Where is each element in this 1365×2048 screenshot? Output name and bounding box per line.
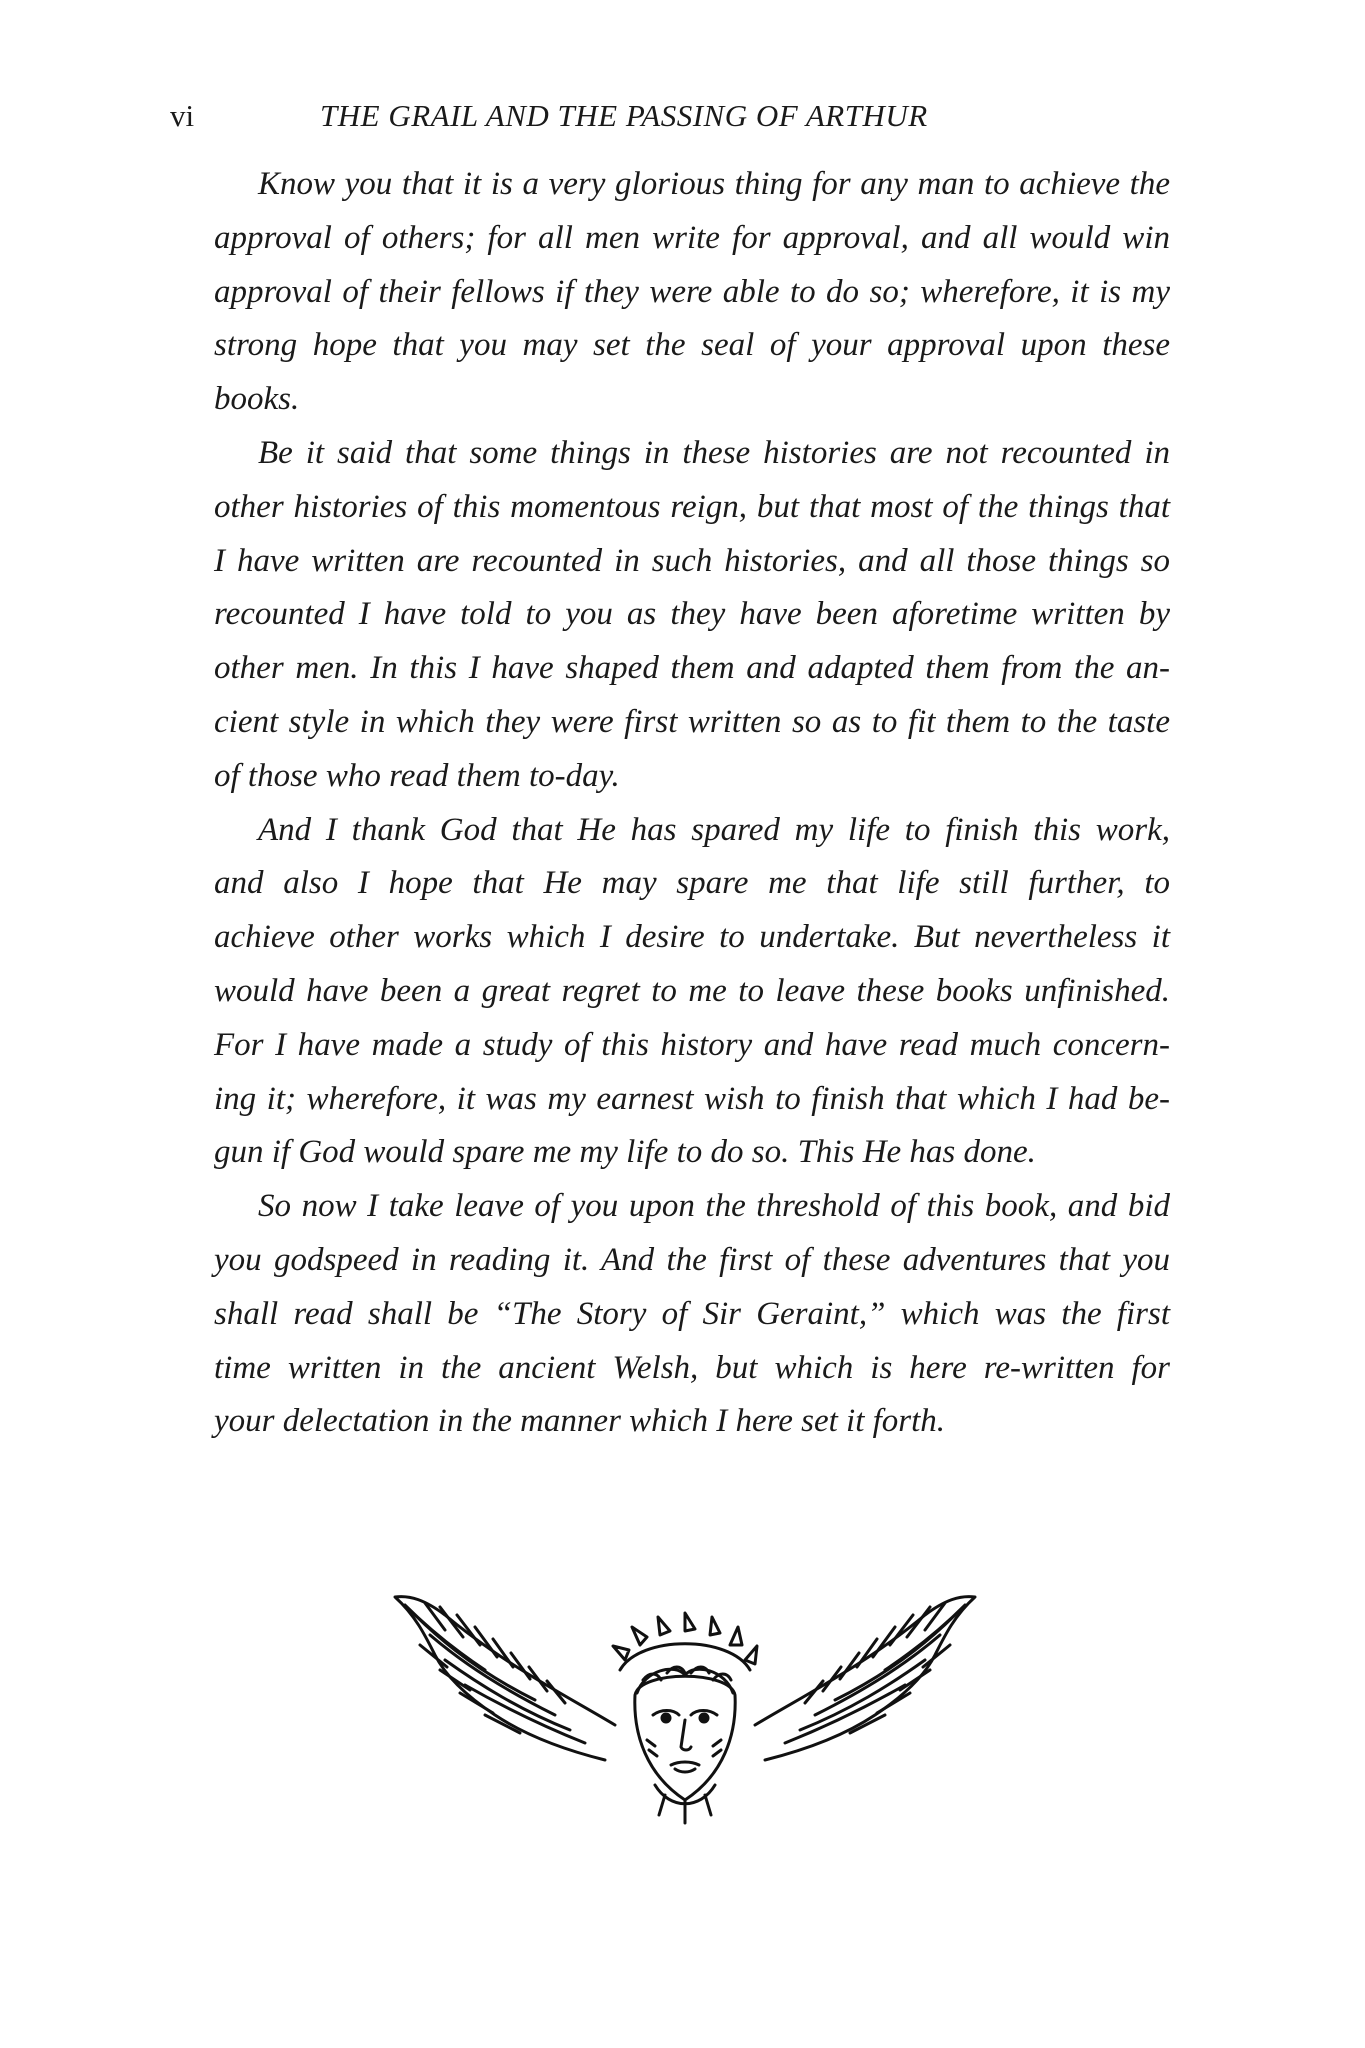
text-line: shall read shall be “The Story of Sir Geraint,” which was the first bbox=[214, 1295, 1170, 1332]
paragraph bbox=[170, 158, 1170, 427]
paragraph bbox=[170, 804, 1170, 1181]
winged-cherub-head-icon bbox=[385, 1575, 985, 1835]
running-head bbox=[170, 96, 1170, 136]
paragraph bbox=[170, 1180, 1170, 1449]
paragraph bbox=[170, 427, 1170, 804]
text-line: time written in the ancient Welsh, but which is here re-written for bbox=[214, 1349, 1170, 1386]
text-line: Know you that it is a very glorious thing for any man to achieve the bbox=[258, 166, 1170, 202]
text-line: For I have made a study of this history and have read much concern- bbox=[214, 1026, 1170, 1063]
text-line: achieve other works which I desire to undertake. But nevertheless it bbox=[214, 919, 1170, 956]
page-number: vi bbox=[170, 98, 195, 133]
text-line: other histories of this momentous reign, but that most of the things that bbox=[214, 488, 1170, 525]
text-line: approval of their fellows if they were able to do so; wherefore, it is my bbox=[214, 273, 1170, 310]
text-line: ing it; wherefore, it was my earnest wish to finish that which I had be- bbox=[214, 1080, 1170, 1117]
text-line: I have written are recounted in such histories, and all those things so bbox=[214, 542, 1170, 579]
body-text bbox=[170, 158, 1170, 1449]
text-line: of those who read them to-day. bbox=[214, 757, 620, 794]
text-line: your delectation in the manner which I here set it forth. bbox=[214, 1403, 946, 1440]
text-line: recounted I have told to you as they have been aforetime written by bbox=[214, 596, 1170, 633]
text-line: would have been a great regret to me to leave these books unfinished. bbox=[214, 972, 1170, 1009]
text-line: gun if God would spare me my life to do so. This He has done. bbox=[214, 1134, 1036, 1171]
text-line: approval of others; for all men write for approval, and all would win bbox=[214, 219, 1170, 256]
running-title: THE GRAIL AND THE PASSING OF ARTHUR bbox=[320, 98, 928, 133]
text-line: books. bbox=[214, 381, 300, 418]
text-line: and also I hope that He may spare me that life still further, to bbox=[214, 865, 1170, 902]
text-line: Be it said that some things in these histories are not recounted in bbox=[258, 434, 1170, 471]
text-line: So now I take leave of you upon the threshold of this book, and bid bbox=[258, 1188, 1170, 1225]
text-line: And I thank God that He has spared my life to finish this work, bbox=[258, 811, 1170, 848]
text-line: other men. In this I have shaped them and adapted them from the an- bbox=[214, 650, 1170, 687]
text-line: strong hope that you may set the seal of your approval upon these bbox=[214, 327, 1170, 364]
text-line: cient style in which they were first written so as to fit them to the taste bbox=[214, 703, 1170, 740]
text-line: you godspeed in reading it. And the first of these adventures that you bbox=[214, 1241, 1170, 1278]
